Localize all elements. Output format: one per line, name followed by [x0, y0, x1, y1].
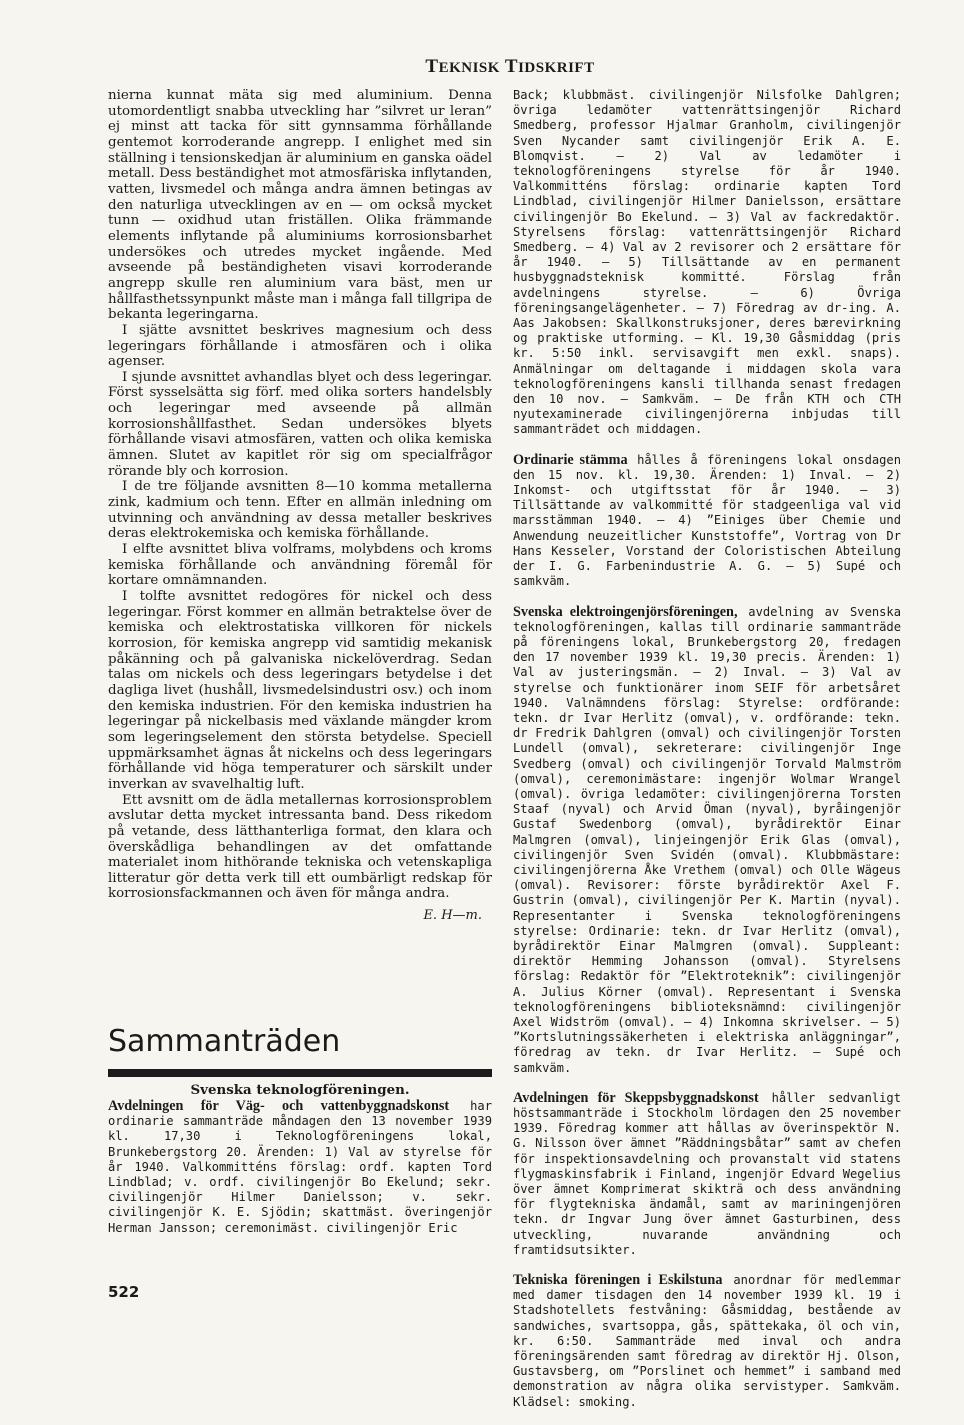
review-paragraph: I sjätte avsnittet beskrives magnesium och dess legeringars förhållande i atmosfären och i olika agenser.	[108, 322, 492, 370]
meeting-text: anordnar för medlemmar med damer tisdagen den 14 november 1939 kl. 19 i Stadshotellets festvåning: Gåsmiddag, bestående av sandwiches, svartsoppa, gås, spättekaka, öl och vin, kr. 6:50. Sammanträde med inval och andra föreningsärenden samt föredrag av direktör Hj. Olson, Gustavsberg, om ”Porslinet och hemmet” i samband med demonstration av några olika servistyper. Samkväm. Klädsel: smoking.	[513, 1273, 901, 1409]
review-paragraph: I sjunde avsnittet avhandlas blyet och dess legeringar. Först sysselsätta sig förf. med olika sorters handelsbly och legeringar med avseende på allmän korrosionshållfasthet. Sedan undersökes blyets förhållande visavi atmosfären, vatten och olika kemiska ämnen. Slutet av kapitlet rör sig om specialfrågor rörande bly och korrosion.	[108, 369, 492, 479]
section-subtitle: Svenska teknologföreningen.	[190, 1082, 410, 1098]
journal-masthead: TEKNISK TIDSKRIFT	[425, 56, 595, 77]
meeting-notice	[513, 453, 901, 590]
meeting-notice	[513, 1091, 901, 1258]
section-rule	[108, 1069, 492, 1077]
review-paragraph: Ett avsnitt om de ädla metallernas korrosionsproblem avslutar detta mycket intressanta band. Dess rikedom på vetande, dess lätthanterliga format, den klara och överskådliga behandlingen av det omfattande materialet inom hithörande tekniska och vetenskapliga litteratur gör detta verk till ett oumbärligt redskap för korrosionsfackmannen och även för många andra.	[108, 792, 492, 902]
meeting-heading: Avdelningen för Väg- och vattenbyggnadskonst	[108, 1099, 450, 1114]
meeting-heading: Tekniska föreningen i Eskilstuna	[513, 1272, 723, 1289]
review-paragraph: nierna kunnat mäta sig med aluminium. Denna utomordentligt snabba utveckling har ”silvret ur leran” ej minst att tacka för sitt gynnsamma förhållande gentemot korroderande angrepp. I enlighet med sin ställning i tensionskedjan är aluminium en ganska oädel metall. Dess beständighet mot atmosfäriska inflytanden, vatten, livsmedel och många andra ämnen betingas av den naturliga utvecklingen av en — om också mycket tunn — oxidhud utan friställen. Olika främmande elements inflytande på aluminiums korrosionsbarhet undersökes och utredes mycket ingående. Med avseende på beständigheten visavi korroderande angrepp skulle ren aluminium vara bäst, men ur hållfasthetssynpunkt måste man i många fall tillgripa de bekanta legeringarna.	[108, 88, 492, 323]
meeting-heading: Svenska elektroingenjörsföreningen,	[513, 603, 738, 620]
meeting-text: håller sedvanligt höstsammanträde i Stockholm lördagen den 25 november 1939. Föredrag kommer att hållas av överinspektör N. G. Nilsson över ämnet ”Räddningsbåtar” samt av chefen för inspektionsavdelning och provanstalt vid statens flygmaskinsfabrik i Finland, ingenjör Edvard Wegelius över ämnet Komprimerat skikträ och dess användning för flygtekniska ändamål, samt av mariningenjören tekn. dr Ingvar Jung över ämnet Gasturbinen, dess utveckling, nuvarande användning och framtidsutsikter.	[513, 1090, 901, 1257]
meeting-text: har ordinarie sammanträde måndagen den 13 november 1939 kl. 17,30 i Teknologföreningens lokal, Brunkebergstorg 20. Ärenden: 1) Val av styrelse för år 1940. Valkommitténs förslag: ordf. kapten Tord Lindblad; v. ordf. civilingenjör Bo Ekelund; sekr. civilingenjör Hilmer Danielsson; v. sekr. civilingenjör K. E. Sjödin; skattmäst. överingenjör Herman Jansson; ceremonimäst. civilingenjör Eric	[108, 1099, 492, 1235]
review-paragraph: I elfte avsnittet bliva volframs, molybdens och kroms kemiska förhållande och användning föremål för kortare omnämnanden.	[108, 542, 492, 589]
meeting-notice	[108, 1099, 492, 1236]
meeting-text: Back; klubbmäst. civilingenjör Nilsfolke Dahlgren; övriga ledamöter vattenrättsingenjör Richard Smedberg, professor Hjalmar Granholm, civilingenjör Sven Nycander samt civilingenjör Erik A. E. Blomqvist. — 2) Val av ledamöter i teknologföreningens styrelse för år 1940. Valkommitténs förslag: ordinarie kapten Tord Lindblad, civilingenjör Hilmer Danielsson, ersättare civilingenjör Bo Ekelund. — 3) Val av fackredaktör. Styrelsens förslag: vattenrättsingenjör Richard Smedberg. — 4) Val av 2 revisorer och 2 ersättare för år 1940. — 5) Tillsättande av en permanent husbyggnadsteknisk kommitté. Förslag från avdelningens styrelse. — 6) Övriga föreningsangelägenheter. — 7) Föredrag av dr-ing. A. Aas Jakobsen: Skallkonstruksjoner, deres bærevirkning og praktiske utforming. — Kl. 19,30 Gåsmiddag (pris kr. 5:50 inkl. servisavgift men exkl. snaps). Anmälningar om deltagande i middagen skola vara teknologföreningens kansli tillhanda senast fredagen den 10 nov. — Samkväm. — De från KTH och CTH nyutexaminerade civilingenjörerna inbjudas till sammanträdet och middagen.	[513, 88, 901, 437]
page-number: 522	[108, 1283, 140, 1301]
review-signature: E. H—m.	[423, 908, 482, 924]
meeting-notice	[513, 1273, 901, 1410]
meeting-heading: Avdelningen för Skeppsbyggnadskonst	[513, 1089, 759, 1106]
left-column	[108, 88, 492, 923]
meeting-heading: Ordinarie stämma	[513, 451, 628, 468]
section-title: Sammanträden	[108, 1024, 341, 1059]
meeting-notice	[513, 605, 901, 1076]
meeting-text: hålles å föreningens lokal onsdagen den 15 nov. kl. 19,30. Ärenden: 1) Inval. — 2) Inkomst- och utgiftsstat för år 1940. — 3) Tillsättande av valkommitté för stadgeenliga val vid marsstämman 1940. — 4) ”Einiges über Chemie und Anwendung neuzeitlicher Kunststoffe”, Vortrag von Dr Hans Kesseler, Vorstand der Coloristischen Abteilung der I. G. Farbenindustrie A. G. — 5) Supé och samkväm.	[513, 452, 901, 589]
meeting-text: avdelning av Svenska teknologföreningen, kallas till ordinarie sammanträde på föreningens lokal, Brunkebergstorg 20, fredagen den 17 november 1939 kl. 19,30 precis. Ärenden: 1) Val av justeringsmän. — 2) Inval. — 3) Val av styrelse och funktionärer inom SEIF för arbetsåret 1940. Valnämndens förslag: Styrelse: ordförande: tekn. dr Ivar Herlitz (omval), v. ordförande: tekn. dr Fredrik Dahlgren (omval) och civilingenjör Torsten Lundell (omval), sekreterare: civilingenjör Inge Svedberg (omval) och civilingenjör Torvald Malmström (omval), ceremonimästare: ingenjör Wolmar Wrangel (omval). övriga ledamöter: civilingenjörerna Torsten Staaf (nyval) och Arvid Öman (nyval), byråingenjör Gustaf Swedenborg (omval), byrådirektör Einar Malmgren (omval), linjeingenjör Erik Glas (omval), civilingenjör Sven Svidén (omval). Klubbmästare: civilingenjörerna Åke Vrethem (omval) och Olle Wägeus (omval). Revisorer: förste byrådirektör Axel F. Gustrin (omval), civilingenjör Per K. Martin (nyval). Representanter i Svenska teknologföreningens styrelse: Ordinarie: tekn. dr Ivar Herlitz (omval), byrådirektör Einar Malmgren (omval). Suppleant: direktör Hemming Johansson (omval). Styrelsens förslag: Redaktör för ”Elektroteknik”: civilingenjör A. Julius Körner (omval). Representant i Svenska teknologföreningens biblioteksnämnd: civilingenjör Axel Widström (omval). — 4) Inkomna skrivelser. — 5) ”Kortslutningssäkerheten i elektriska anläggningar”, föredrag av tekn. dr Ivar Herlitz. — Supé och samkväm.	[513, 604, 901, 1075]
right-column	[513, 88, 901, 1425]
left-meetings	[108, 1099, 492, 1236]
review-paragraph: I tolfte avsnittet redogöres för nickel och dess legeringar. Först kommer en allmän betraktelse över de kemiska och elektrostatiska villkoren för nickels korrosion, för kemiska angrepp vid samtidig mekanisk påkänning och på galvaniska nickelöverdrag. Sedan talas om nickels och dess legeringars betydelse i det dagliga livet (hushåll, livsmedelsindustri osv.) och inom den kemiska industrien. För den kemiska industrien ha legeringar på nickelbasis med växlande mängder krom som legeringselement den största betydelse. Speciell uppmärksamhet ägnas åt nickelns och dess legeringars förhållande vid höga temperaturer och särskilt under inverkan av svavelhaltig luft.	[108, 589, 492, 792]
review-paragraph: I de tre följande avsnitten 8—10 komma metallerna zink, kadmium och tenn. Efter en allmän inledning om utvinning och användning av dessa metaller beskrives deras elektrokemiska och kemiska förhållande.	[108, 479, 492, 542]
meeting-notice	[513, 88, 901, 438]
